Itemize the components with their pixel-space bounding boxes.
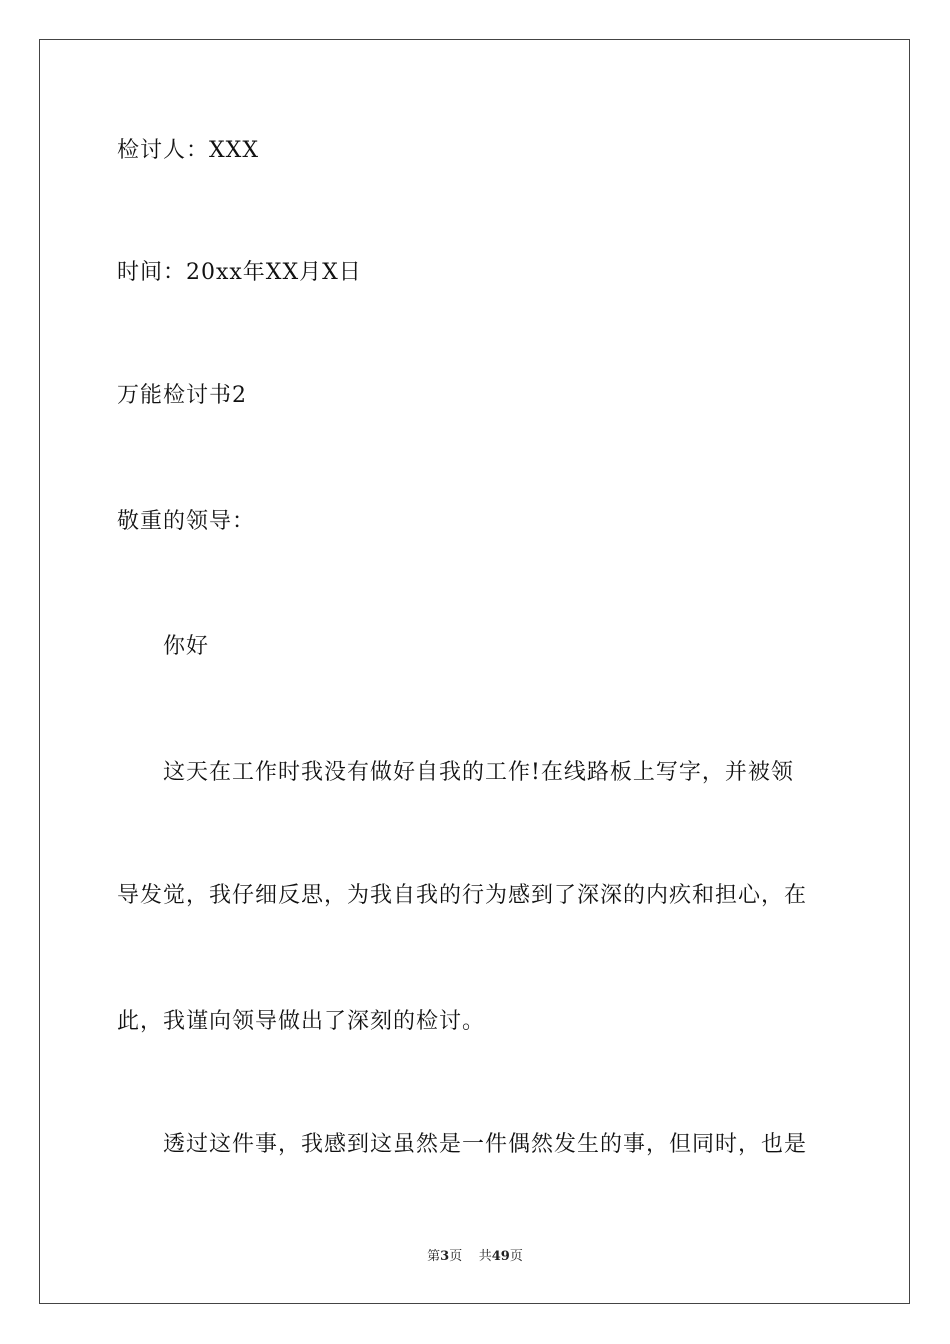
greeting: 你好 [163, 634, 210, 659]
paragraph-line: 这天在工作时我没有做好自我的工作!在线路板上写字，并被领 [163, 760, 794, 785]
paragraph-line: 透过这件事，我感到这虽然是一件偶然发生的事，但同时，也是 [163, 1132, 808, 1157]
paragraph-line: 此，我谨向领导做出了深刻的检讨。 [117, 1009, 486, 1034]
page-total: 49 [491, 1249, 510, 1264]
page-footer [0, 1248, 950, 1266]
date-line: 时间：20xx年XX月X日 [117, 260, 362, 285]
page-suffix: 页 [449, 1249, 463, 1264]
page-prefix: 第 [427, 1249, 441, 1264]
total-prefix: 共 [478, 1249, 492, 1264]
paragraph-line: 导发觉，我仔细反思，为我自我的行为感到了深深的内疚和担心，在 [117, 883, 808, 908]
total-suffix: 页 [509, 1249, 523, 1264]
page-current: 3 [440, 1249, 450, 1264]
section-title: 万能检讨书2 [117, 383, 247, 408]
page-border [39, 39, 910, 1304]
reviewer-line: 检讨人：XXX [117, 138, 259, 163]
salutation: 敬重的领导： [117, 509, 256, 534]
